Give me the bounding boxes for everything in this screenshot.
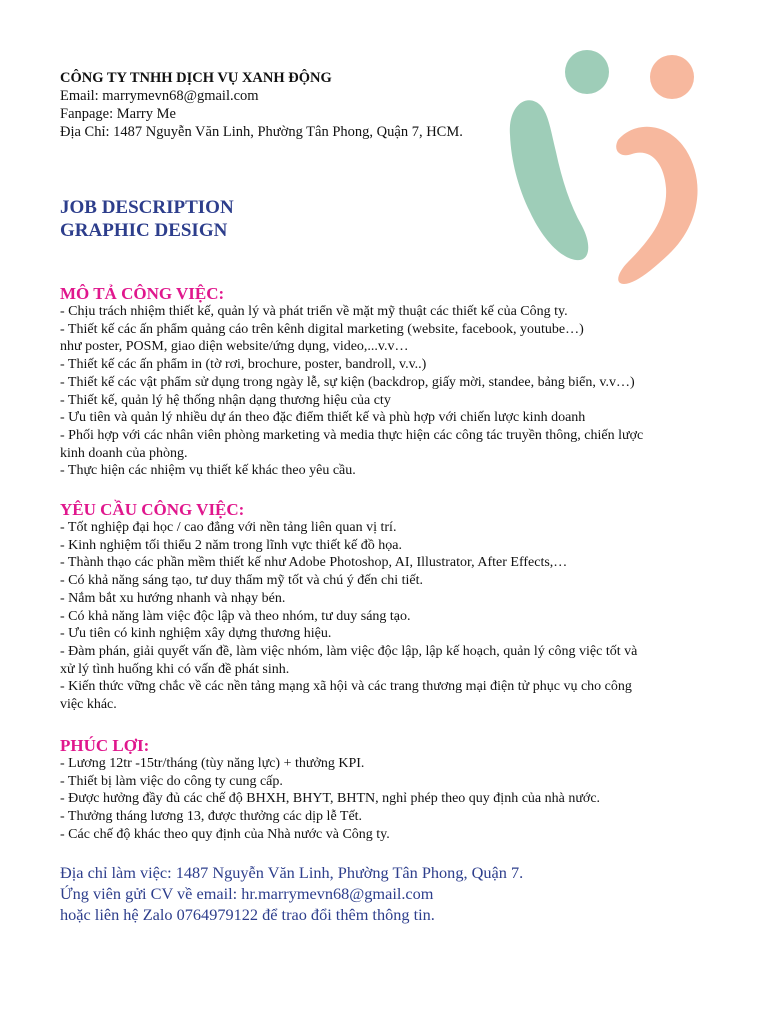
logo-green-head — [565, 50, 609, 94]
list-item: - Thực hiện các nhiệm vụ thiết kế khác theo yêu cầu. — [60, 463, 356, 479]
list-item: - Phối hợp với các nhân viên phòng marketing và media thực hiện các công tác truyền thông, chiến lược — [60, 427, 644, 443]
footer-address: Địa chỉ làm việc: 1487 Nguyễn Văn Linh, Phường Tân Phong, Quận 7. — [60, 863, 524, 882]
logo-peach-figure — [616, 127, 697, 284]
list-item: - Nắm bắt xu hướng nhanh và nhạy bén. — [60, 590, 286, 606]
list-item: - Kiến thức vững chắc về các nền tảng mạng xã hội và các trang thương mại điện tử phục vụ cho công — [60, 679, 632, 695]
job-title-line1: JOB DESCRIPTION — [60, 197, 234, 218]
list-item: - Ưu tiên có kinh nghiệm xây dựng thương hiệu. — [60, 626, 332, 642]
list-item: - Được hưởng đầy đủ các chế độ BHXH, BHYT, BHTN, nghỉ phép theo quy định của nhà nước. — [60, 791, 601, 807]
list-item: - Ưu tiên và quản lý nhiều dự án theo đặc điểm thiết kế và phù hợp với chiến lược kinh doanh — [60, 410, 586, 426]
requirements-heading: YÊU CẦU CÔNG VIỆC: — [60, 500, 245, 519]
benefits-section — [60, 736, 720, 844]
list-item: - Thiết kế các ấn phẩm quảng cáo trên kênh digital marketing (website, facebook, youtube…) — [60, 321, 584, 337]
list-item: - Đàm phán, giải quyết vấn đề, làm việc nhóm, làm việc độc lập, lập kế hoạch, quản lý công việc tốt và — [60, 643, 638, 659]
list-item: - Lương 12tr -15tr/tháng (tùy năng lực) + thưởng KPI. — [60, 756, 365, 771]
list-item: - Kinh nghiệm tối thiểu 2 năm trong lĩnh vực thiết kế đồ họa. — [60, 537, 402, 553]
company-address: Địa Chỉ: 1487 Nguyễn Văn Linh, Phường Tân Phong, Quận 7, HCM. — [60, 124, 463, 140]
list-item: - Thiết kế các vật phẩm sử dụng trong ngày lễ, sự kiện (backdrop, giấy mời, standee, bảng biển, v.v…) — [60, 374, 635, 390]
job-title — [60, 196, 234, 242]
list-item: - Thiết kế các ấn phẩm in (tờ rơi, brochure, poster, bandroll, v.v..) — [60, 357, 427, 373]
list-item: xử lý tình huống khi có vấn đề phát sinh. — [60, 661, 290, 677]
footer-contact — [60, 862, 523, 925]
requirements-section — [60, 500, 720, 714]
list-item: việc khác. — [60, 697, 117, 713]
list-item: - Thưởng tháng lương 13, được thưởng các dịp lễ Tết. — [60, 809, 363, 825]
heart-figures-logo-icon — [500, 40, 730, 290]
description-heading: MÔ TẢ CÔNG VIỆC: — [60, 284, 225, 303]
list-item: - Thiết bị làm việc do công ty cung cấp. — [60, 773, 283, 789]
requirements-list — [60, 519, 720, 714]
list-item: - Chịu trách nhiệm thiết kế, quản lý và phát triển về mặt mỹ thuật các thiết kế của Công ty. — [60, 304, 568, 319]
job-title-line2: GRAPHIC DESIGN — [60, 220, 228, 241]
list-item: - Có khả năng sáng tạo, tư duy thẩm mỹ tốt và chú ý đến chi tiết. — [60, 573, 423, 589]
logo-green-figure — [510, 100, 588, 260]
list-item: - Thiết kế, quản lý hệ thống nhận dạng thương hiệu của cty — [60, 392, 391, 408]
benefits-heading: PHÚC LỢI: — [60, 736, 150, 755]
list-item: kinh doanh của phòng. — [60, 445, 188, 461]
footer-email: Ứng viên gửi CV về email: hr.marrymevn68@gmail.com — [60, 884, 434, 903]
list-item: - Các chế độ khác theo quy định của Nhà nước và Công ty. — [60, 826, 390, 842]
benefits-list — [60, 755, 720, 844]
list-item: như poster, POSM, giao diện website/ứng dụng, video,...v.v… — [60, 339, 409, 355]
list-item: - Tốt nghiệp đại học / cao đẳng với nền tảng liên quan vị trí. — [60, 520, 397, 535]
description-section — [60, 284, 720, 480]
logo-peach-head — [650, 55, 694, 99]
list-item: - Có khả năng làm việc độc lập và theo nhóm, tư duy sáng tạo. — [60, 608, 411, 624]
company-info — [60, 69, 463, 141]
company-name: CÔNG TY TNHH DỊCH VỤ XANH ĐỘNG — [60, 70, 332, 86]
company-fanpage: Fanpage: Marry Me — [60, 106, 176, 122]
description-list — [60, 303, 720, 480]
company-email: Email: marrymevn68@gmail.com — [60, 88, 259, 104]
footer-zalo: hoặc liên hệ Zalo 0764979122 để trao đổi thêm thông tin. — [60, 905, 435, 924]
list-item: - Thành thạo các phần mềm thiết kế như Adobe Photoshop, AI, Illustrator, After Effects,… — [60, 555, 568, 571]
